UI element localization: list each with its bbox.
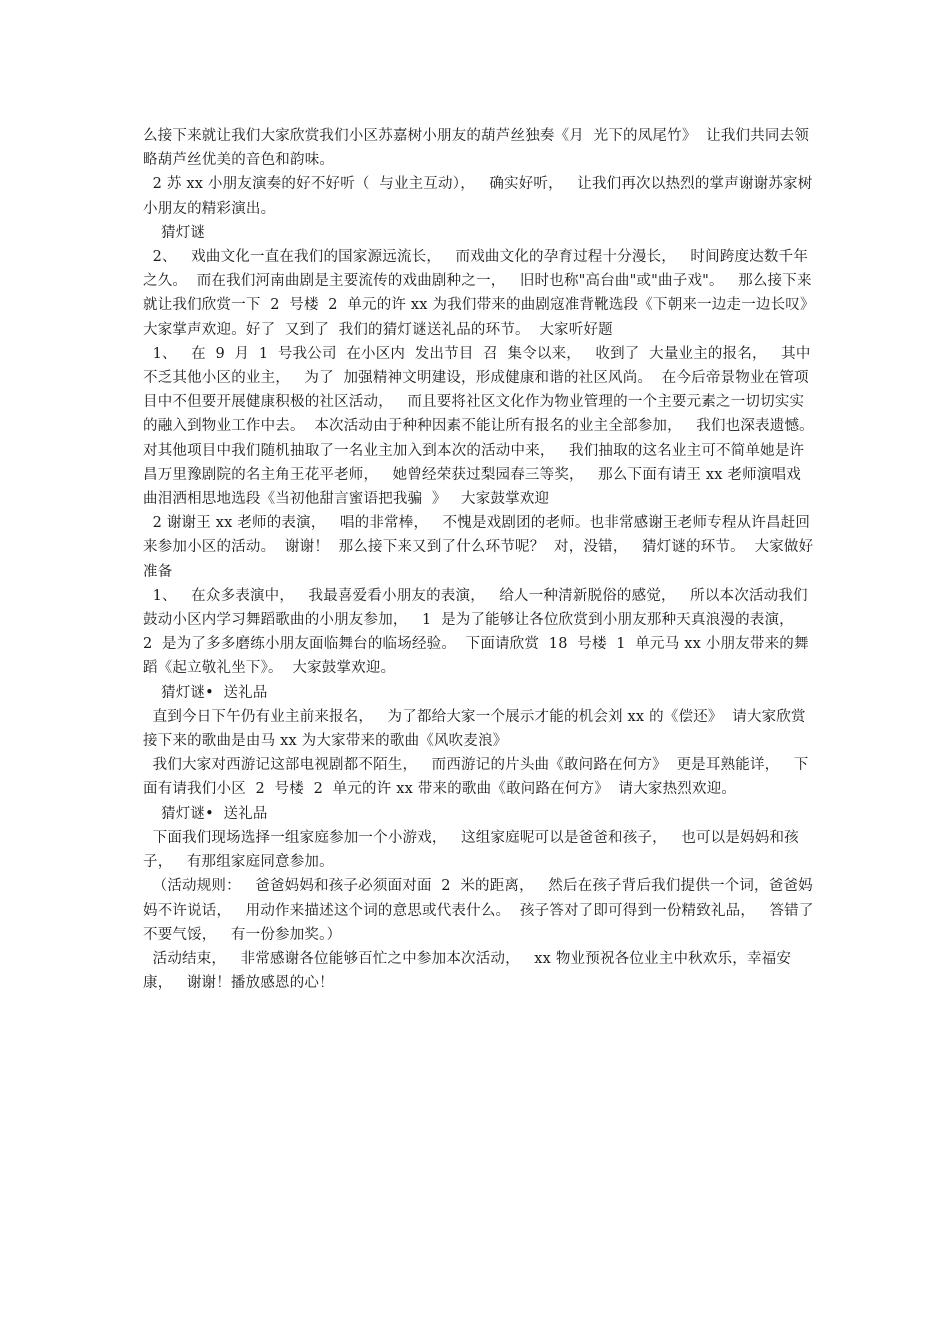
paragraph: 2、 戏曲文化一直在我们的国家源远流长， 而戏曲文化的孕育过程十分漫长， 时间跨度达数千年之久。 而在我们河南曲剧是主要流传的戏曲剧种之一， 旧时也称"高台曲"或"曲子戏"。 那么接下来就让我们欣赏一下 2 号楼 2 单元的许 xx 为我们带来的曲剧寇准背靴选段《下朝来一边走一边长叹》 大家掌声欢迎。好了 又到了 我们的猜灯谜送礼品的环节。 大家听好题: [143, 249, 825, 338]
paragraph: 1、 在 9 月 1 号我公司 在小区内 发出节目 召 集令以来， 收到了 大量业主的报名， 其中不乏其他小区的业主， 为了 加强精神文明建设，形成健康和谐的社区风尚。 在今后帝景物业在管项目中不但要开展健康积极的社区活动， 而且要将社区文化作为物业管理的一个主要元素之一切切实实的融入到物业工作中去。 本次活动由于种种因素不能让所有报名的业主全部参加， 我们也深表遗憾。 对其他项目中我们随机抽取了一名业主加入到本次的活动中来， 我们抽取的这名业主可不简单她是许昌万里豫剧院的名主角王花平老师， 她曾经荣获过梨园春三等奖， 那么下面有请王 xx 老师演唱戏曲泪洒相思地选段《当初他甜言蜜语把我骗 》 大家鼓掌欢迎: [143, 345, 824, 508]
section-heading: 猜灯谜• 送礼品: [161, 805, 268, 822]
paragraph: 1、 在众多表演中， 我最喜爱看小朋友的表演， 给人一种清新脱俗的感觉， 所以本次活动我们鼓动小区内学习舞蹈歌曲的小朋友参加， 1 是为了能够让各位欣赏到小朋友那种天真浪漫的表演， 2 是为了多多磨练小朋友面临舞台的临场经验。 下面请欣赏 18 号楼 1 单元马 xx 小朋友带来的舞蹈《起立敬礼坐下》。 大家鼓掌欢迎。: [143, 587, 809, 677]
paragraph: 我们大家对西游记这部电视剧都不陌生， 而西游记的片头曲《敢问路在何方》 更是耳熟能详， 下面有请我们小区 2 号楼 2 单元的许 xx 带来的歌曲《敢问路在何方》 请大家热烈欢迎。: [143, 757, 809, 798]
paragraph: 么接下来就让我们大家欣赏我们小区苏嘉树小朋友的葫芦丝独奏《月 光下的凤尾竹》 让我们共同去领略葫芦丝优美的音色和韵味。: [143, 128, 810, 169]
document-body: [143, 124, 825, 995]
paragraph: 2 苏 xx 小朋友演奏的好不好听（ 与业主互动）， 确实好听， 让我们再次以热烈的掌声谢谢苏家树小朋友的精彩演出。: [143, 176, 813, 217]
paragraph: 下面我们现场选择一组家庭参加一个小游戏， 这组家庭呢可以是爸爸和孩子， 也可以是妈妈和孩子， 有那组家庭同意参加。: [143, 829, 799, 871]
paragraph: （活动规则： 爸爸妈妈和孩子必须面对面 2 米的距离， 然后在孩子背后我们提供一个词，爸爸妈妈不许说话， 用动作来描述这个词的意思或代表什么。 孩子答对了即可得到一份精致礼品， 答错了不要气馁， 有一份参加奖。）: [143, 878, 814, 943]
paragraph: 直到今日下午仍有业主前来报名， 为了都给大家一个展示才能的机会刘 xx 的《偿还》 请大家欣赏接下来的歌曲是由马 xx 为大家带来的歌曲《风吹麦浪》: [143, 708, 806, 750]
section-heading: 猜灯谜• 送礼品: [161, 684, 268, 701]
paragraph: 2 谢谢王 xx 老师的表演， 唱的非常棒， 不愧是戏剧团的老师。也非常感谢王老师专程从许昌赶回来参加小区的活动。 谢谢！ 那么接下来又到了什么环节呢？ 对，没错， 猜灯谜的环节。 大家做好准备: [143, 515, 814, 580]
paragraph: 活动结束， 非常感谢各位能够百忙之中参加本次活动， xx 物业预祝各位业主中秋欢乐，幸福安康， 谢谢！播放感恩的心！: [143, 950, 792, 992]
section-heading: 猜灯谜: [161, 224, 206, 241]
